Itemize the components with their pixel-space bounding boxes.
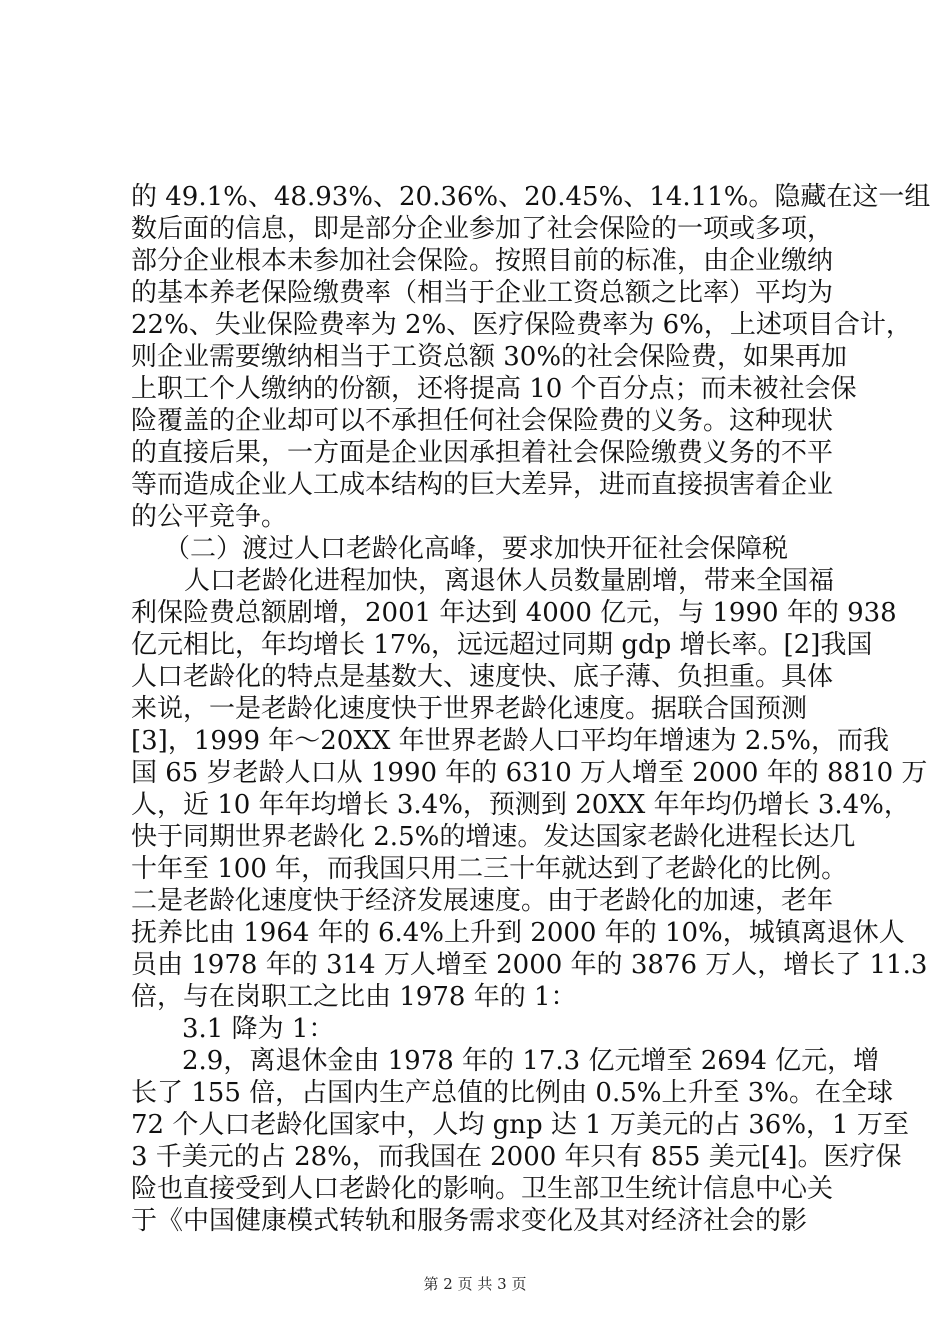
body-text-line: 亿元相比，年均增长 17%，远远超过同期 gdp 增长率。[2]我国 bbox=[131, 630, 873, 660]
body-text-line: 则企业需要缴纳相当于工资总额 30%的社会保险费，如果再加 bbox=[131, 342, 848, 372]
body-text-line: 来说，一是老龄化速度快于世界老龄化速度。据联合国预测 bbox=[131, 694, 808, 724]
body-text-line: 的 49.1%、48.93%、20.36%、20.45%、14.11%。隐藏在这一组 bbox=[131, 182, 931, 212]
body-text-line: 险覆盖的企业却可以不承担任何社会保险费的义务。这种现状 bbox=[131, 406, 834, 436]
body-text-line: 员由 1978 年的 314 万人增至 2000 年的 3876 万人，增长了 11.3 bbox=[131, 950, 928, 980]
body-text-line: 72 个人口老龄化国家中，人均 gnp 达 1 万美元的占 36%，1 万至 bbox=[131, 1110, 909, 1140]
body-text-line: 抚养比由 1964 年的 6.4%上升到 2000 年的 10%，城镇离退休人 bbox=[131, 918, 905, 948]
body-text-line: 3 千美元的占 28%，而我国在 2000 年只有 855 美元[4]。医疗保 bbox=[131, 1142, 902, 1172]
body-text-line: 人，近 10 年年均增长 3.4%，预测到 20XX 年年均仍增长 3.4%， bbox=[131, 790, 910, 820]
body-text-line: 险也直接受到人口老龄化的影响。卫生部卫生统计信息中心关 bbox=[131, 1174, 834, 1204]
body-text-line: 于《中国健康模式转轨和服务需求变化及其对经济社会的影 bbox=[131, 1206, 808, 1236]
body-text-line: 的直接后果，一方面是企业因承担着社会保险缴费义务的不平 bbox=[131, 438, 834, 468]
body-text-line: 国 65 岁老龄人口从 1990 年的 6310 万人增至 2000 年的 8810 万 bbox=[131, 758, 928, 788]
body-text-line: 人口老龄化的特点是基数大、速度快、底子薄、负担重。具体 bbox=[131, 662, 834, 692]
body-text-line: 的基本养老保险缴费率（相当于企业工资总额之比率）平均为 bbox=[131, 278, 834, 308]
body-text-line: 数后面的信息，即是部分企业参加了社会保险的一项或多项， bbox=[131, 214, 834, 244]
body-text-line: [3]，1999 年～20XX 年世界老龄人口平均年增速为 2.5%，而我 bbox=[131, 726, 889, 756]
body-text-line: 长了 155 倍，占国内生产总值的比例由 0.5%上升至 3%。在全球 bbox=[131, 1078, 893, 1108]
body-text-line: 利保险费总额剧增，2001 年达到 4000 亿元，与 1990 年的 938 bbox=[131, 598, 897, 628]
page-footer: 第 2 页 共 3 页 bbox=[423, 1275, 527, 1293]
paragraph-first-line: 人口老龄化进程加快，离退休人员数量剧增，带来全国福 bbox=[184, 566, 835, 596]
body-text-line: 二是老龄化速度快于经济发展速度。由于老龄化的加速，老年 bbox=[131, 886, 834, 916]
body-text-line: 22%、失业保险费率为 2%、医疗保险费率为 6%，上述项目合计， bbox=[131, 310, 912, 340]
paragraph-first-line: 3.1 降为 1： bbox=[182, 1014, 335, 1044]
body-text-line: 上职工个人缴纳的份额，还将提高 10 个百分点；而未被社会保 bbox=[131, 374, 857, 404]
body-text-line: 部分企业根本未参加社会保险。按照目前的标准，由企业缴纳 bbox=[131, 246, 834, 276]
section-heading: （二）渡过人口老龄化高峰，要求加快开征社会保障税 bbox=[164, 534, 789, 564]
body-text-line: 等而造成企业人工成本结构的巨大差异，进而直接损害着企业 bbox=[131, 470, 834, 500]
body-text-line: 快于同期世界老龄化 2.5%的增速。发达国家老龄化进程长达几 bbox=[131, 822, 856, 852]
paragraph-first-line: 2.9，离退休金由 1978 年的 17.3 亿元增至 2694 亿元，增 bbox=[182, 1046, 880, 1076]
body-text-line: 倍，与在岗职工之比由 1978 年的 1： bbox=[131, 982, 577, 1012]
body-text-line: 十年至 100 年，而我国只用二三十年就达到了老龄化的比例。 bbox=[131, 854, 848, 884]
body-text-line: 的公平竞争。 bbox=[131, 502, 288, 532]
